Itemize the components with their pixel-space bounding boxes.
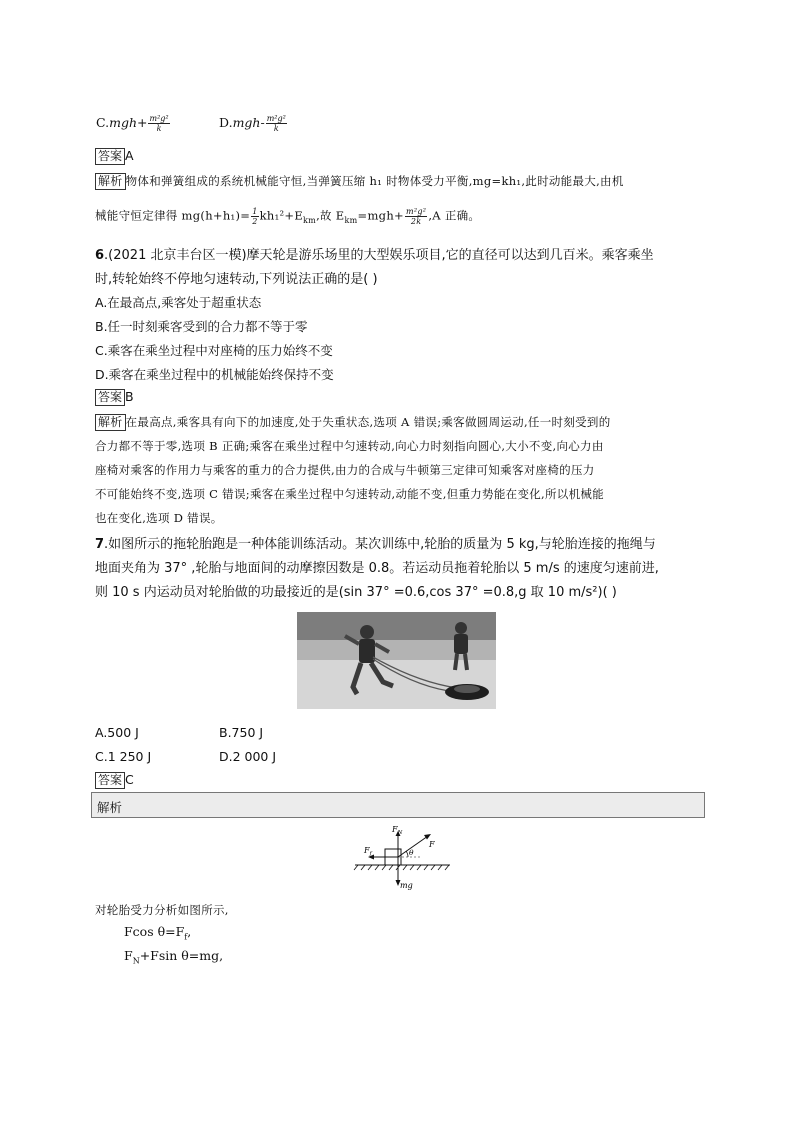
q7-analysis-text: 对轮胎受力分析如图所示, [95,903,229,917]
q6-option-a: A.在最高点,乘客处于超重状态 [95,295,262,310]
q7-option-a: A.500 J [95,725,139,740]
q7-stem-line-1: 7.如图所示的拖轮胎跑是一种体能训练活动。某次训练中,轮胎的质量为 5 kg,与轮胎连接的拖绳与 [95,537,656,552]
q6-analysis-line-4: 不可能始终不变,选项 C 错误;乘客在乘坐过程中匀速转动,动能不变,但重力势能在变化,所以机械能 [95,487,605,501]
fraction: $\frac{\text{m²g²}}{k}$ [266,114,286,133]
q6-option-d: D.乘客在乘坐过程中的机械能始终保持不变 [95,367,334,382]
option-d-prev: D.mgh- $\frac{\text{m²g²}}{k}$ [219,114,286,133]
q6-stem-line-2: 时,转轮始终不停地匀速转动,下列说法正确的是( ) [95,272,378,287]
q6-stem-line-1: 6.(2021 北京丰台区一模)摩天轮是游乐场里的大型娱乐项目,它的直径可以达到几百米。乘客乘坐 [95,248,654,263]
ff-label: $F_f$ [364,846,372,857]
mg-label: mg [400,881,413,890]
answer-tag: 答案 [95,389,125,406]
q6-analysis-line-5: 也在变化,选项 D 错误。 [95,511,223,525]
analysis-header-bar: 解析 [91,792,705,818]
f-label: F [429,840,435,849]
q6-analysis-line-2: 合力都不等于零,选项 B 正确;乘客在乘坐过程中匀速转动,向心力时刻指向圆心,大小不变,向心力由 [95,439,604,453]
q7-answer: 答案 C [95,772,134,789]
fraction: $\frac{\text{m²g²}}{2k}$ [405,207,427,226]
q7-stem-line-2: 地面夹角为 37° ,轮胎与地面间的动摩擦因数是 0.8。若运动员拖着轮胎以 5 m/s 的速度匀速前进, [95,561,659,576]
answer-tag: 答案 [95,772,125,789]
q6-analysis-line-3: 座椅对乘客的作用力与乘客的重力的合力提供,由力的合成与牛顿第三定律可知乘客对座椅的压力 [95,463,595,477]
q6-answer: 答案 B [95,389,134,406]
analysis-tag: 解析 [95,414,126,431]
analysis-tag: 解析 [95,173,126,190]
q7-option-b: B.750 J [219,725,264,740]
theta-label: θ [409,848,414,857]
q7-stem-line-3: 则 10 s 内运动员对轮胎做的功最接近的是(sin 37° =0.6,cos 37° =0.8,g 取 10 m/s²)( ) [95,585,617,600]
q7-equation-2: $F_N+Fsin$ θ=mg, [124,948,224,966]
fraction-half: $\frac{1}{2}$ [252,207,258,226]
answer-tag: 答案 [95,148,125,165]
fraction: $\frac{\text{m²g²}}{k}$ [149,114,169,133]
prev-answer: 答案 A [95,148,134,165]
prev-analysis-line-2: 械能守恒定律得 mg(h+h₁)= $\frac{1}{2}$ $kh_1^2+E_{km}$,故 $E_{km}=mgh+$ $\frac{\text{m²g²}}{2k}$ ,A 正确。 [95,207,481,226]
tire-training-photo [297,612,496,709]
prev-analysis-line-1: 解析 物体和弹簧组成的系统机械能守恒,当弹簧压缩 h₁ 时物体受力平衡,mg=kh₁,此时动能最大,由机 [95,173,624,190]
option-c-prev: C.mgh+ $\frac{\text{m²g²}}{k}$ [96,114,169,133]
q7-option-c: C.1 250 J [95,749,152,764]
q6-option-c: C.乘客在乘坐过程中对座椅的压力始终不变 [95,343,333,358]
q7-equation-1: Fcos $\theta=F_f$, [124,924,192,942]
q6-option-b: B.任一时刻乘客受到的合力都不等于零 [95,319,308,334]
force-diagram [350,822,460,890]
q7-option-d: D.2 000 J [219,749,277,764]
fn-label: $F_N$ [392,825,403,836]
q6-analysis-line-1: 解析 在最高点,乘客具有向下的加速度,处于失重状态,选项 A 错误;乘客做圆周运动,任一时刻受到的 [95,414,611,431]
